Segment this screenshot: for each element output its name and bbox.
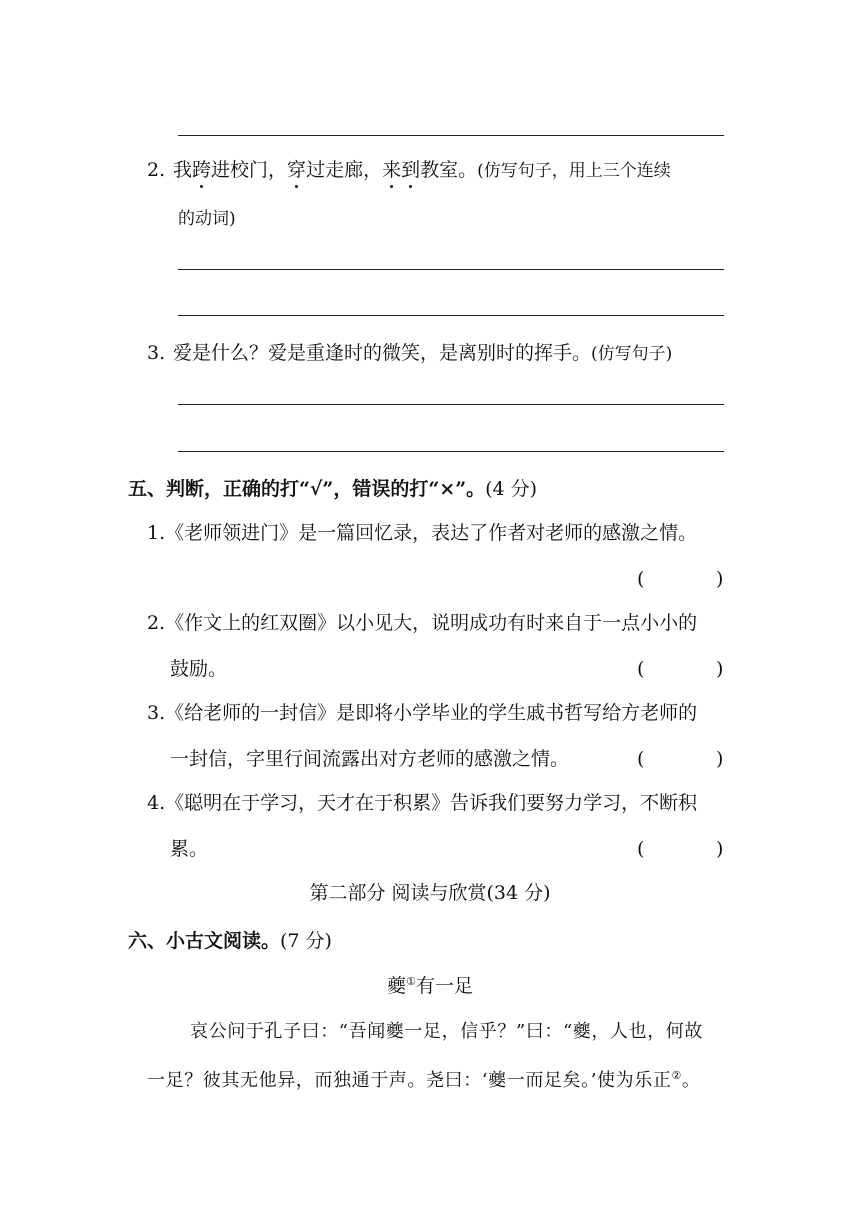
sentence-text: 爱是什么？爱是重逢时的微笑，是离别时的挥手。	[173, 342, 592, 364]
emphasized-verb: 到	[401, 159, 421, 181]
judgment-item-4: 4.《聪明在于学习，天才在于积累》告诉我们要努力学习，不断积	[147, 792, 698, 814]
question-instruction-cont: 的动词)	[178, 209, 236, 229]
section-heading	[128, 477, 537, 501]
section-score: (7 分)	[280, 930, 332, 952]
answer-line[interactable]	[178, 451, 724, 452]
judgment-item-2-cont: 鼓励。	[170, 658, 228, 680]
passage-line: 哀公问于孔子曰：“吾闻夔一足，信乎？”曰：“夔，人也，何故	[190, 1021, 704, 1042]
question-number: 3.	[147, 342, 166, 364]
footnote-marker: ②	[671, 1069, 682, 1082]
answer-paren-open[interactable]: (	[637, 658, 645, 680]
section-score: (4 分)	[485, 478, 538, 500]
emphasized-verb: 跨	[192, 159, 212, 181]
answer-line[interactable]	[178, 135, 724, 136]
passage-title-text: 有一足	[415, 975, 473, 997]
judgment-item-2: 2.《作文上的红双圈》以小见大，说明成功有时来自于一点小小的	[147, 612, 698, 634]
passage-title-text: 夔	[387, 975, 407, 997]
passage-title	[0, 970, 860, 998]
question-instruction: (仿写句子，用上三个连续	[477, 161, 671, 181]
passage-line	[147, 1064, 701, 1093]
emphasized-verb: 来	[382, 159, 402, 181]
sentence-text: 我	[173, 159, 193, 181]
judgment-item-3: 3.《给老师的一封信》是即将小学毕业的学生戚书哲写给方老师的	[147, 702, 698, 724]
answer-paren-close[interactable]: )	[716, 838, 724, 860]
sentence-text: 过走廊，	[306, 159, 383, 181]
section-title: 五、判断，正确的打“√”，错误的打“×”。	[128, 478, 486, 500]
question-sentence	[173, 158, 671, 183]
judgment-item-1: 1.《老师领进门》是一篇回忆录，表达了作者对老师的感激之情。	[147, 522, 698, 544]
question-sentence	[173, 341, 672, 366]
footnote-marker: ①	[406, 975, 416, 988]
passage-text: 一足？彼其无他异，而独通于声。尧曰：‘夔一而足矣。’使为乐正	[147, 1070, 672, 1091]
answer-line[interactable]	[178, 404, 724, 405]
question-instruction: (仿写句子)	[591, 344, 673, 364]
passage-text: 。	[681, 1070, 701, 1091]
answer-paren-open[interactable]: (	[637, 748, 645, 770]
answer-line[interactable]	[178, 315, 724, 316]
sentence-text: 教室。	[420, 159, 478, 181]
answer-paren-open[interactable]: (	[637, 568, 645, 590]
sentence-text: 进校门，	[211, 159, 288, 181]
section-title: 六、小古文阅读。	[128, 930, 281, 952]
judgment-item-4-cont: 累。	[170, 838, 209, 860]
answer-paren-close[interactable]: )	[716, 568, 724, 590]
answer-paren-open[interactable]: (	[637, 838, 645, 860]
answer-line[interactable]	[178, 269, 724, 270]
emphasized-verb: 穿	[287, 159, 307, 181]
question-number: 2.	[147, 159, 166, 181]
answer-paren-close[interactable]: )	[716, 658, 724, 680]
answer-paren-close[interactable]: )	[716, 748, 724, 770]
part-title: 第二部分 阅读与欣赏(34 分)	[309, 882, 551, 904]
judgment-item-3-cont: 一封信，字里行间流露出对方老师的感激之情。	[170, 748, 570, 770]
section-heading	[128, 929, 332, 953]
